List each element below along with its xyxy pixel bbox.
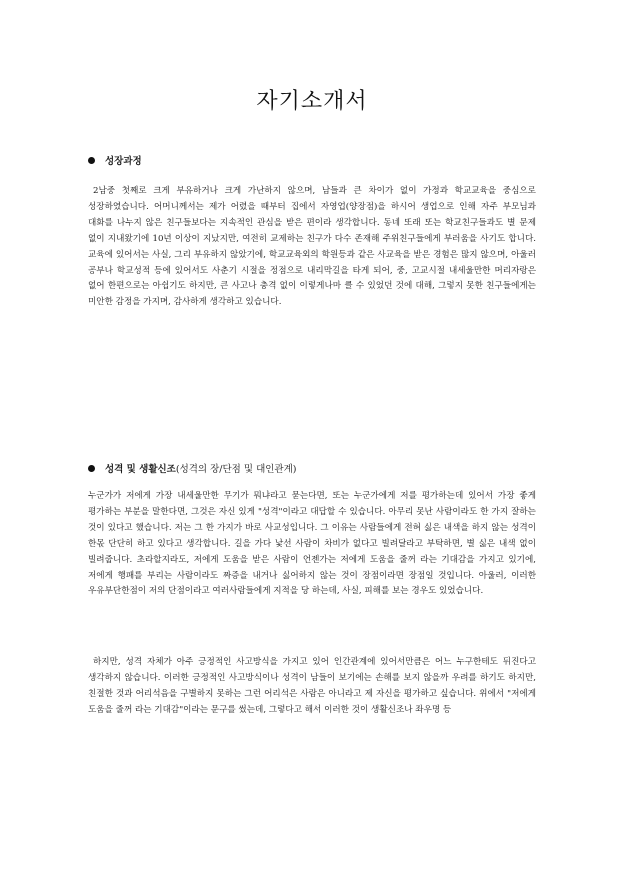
document-title: 자기소개서 bbox=[256, 89, 368, 114]
section-heading-label: 성격 및 생활신조 bbox=[105, 464, 176, 475]
section-heading-label: 성장과정 bbox=[105, 156, 142, 167]
paragraph-growth: 2남중 첫째로 크게 부유하거나 크게 가난하지 않으며, 남들과 큰 차이가 없이 가정과 학교교육을 중심으로 성장하였습니다. 어머니께서는 제가 어렸을 때부터 집에서 자영업(양장점)을 하시어 생업으로 인해 자주 부모님과 대화를 나누지 않은 친구들보다는 지속적인 관심을 받은 편이라 생각합니다. 동네 또래 또는 학교친구들과도 별 문제 없이 지내왔기에 10년 이상이 지났지만, 여전히 교제하는 친구가 다수 존재해 주위친구들에게 부러움을 사기도 합니다. 교육에 있어서는 사실, 그리 부유하지 않았기에, 학교교육외의 학원등과 같은 사교육을 받은 경험은 많지 않으며, 아울러 공부나 학교성적 등에 있어서도 사춘기 시절을 정점으로 내리막길을 타게 되어, 중, 고교시절 내세울만한 머리자랑은 없어 한편으로는 아쉽기도 하지만, 큰 사고나 충격 없이 이렇게나마 클 수 있었던 것에 대해, 그렇지 못한 친구들에게는 미안한 감정을 가지며, 감사하게 생각하고 있습니다. bbox=[88, 186, 536, 308]
bullet-icon bbox=[88, 157, 95, 164]
section-heading-growth bbox=[88, 153, 142, 167]
bullet-icon bbox=[88, 465, 95, 472]
paragraph-personality-1: 누군가가 저에게 가장 내세울만한 무기가 뭐냐라고 묻는다면, 또는 누군가에게 저를 평가하는데 있어서 가장 좋게 평가하는 부분을 말한다면, 그것은 자신 있게 "성격"이라고 대답할 수 있습니다. 아무리 못난 사람이라도 한 가지 잘하는 것이 있다고 했습니다. 저는 그 한 가지가 바로 사교성입니다. 그 이유는 사람들에게 전혀 싫은 내색을 하지 않는 성격이 한몫 단단히 하고 있다고 생각합니다. 길을 가다 낯선 사람이 차비가 없다고 빌려달라고 부탁하면, 별 싫은 내색 없이 빌려줍니다. 초라할지라도, 저에게 도움을 받은 사람이 언젠가는 저에게 도움을 줄꺼 라는 기대감을 가지고 있기에, 저에게 행패를 부리는 사람이라도 짜증을 내거나 싫어하지 않는 것이 장점이라면 장점일 것입니다. 아울러, 이러한 우유부단한점이 저의 단점이라고 여러사람들에게 지적을 당 하는데, 사실, 피해를 보는 경우도 있었습니다. bbox=[88, 491, 536, 597]
section-heading-personality bbox=[88, 461, 296, 475]
section-heading-suffix: (성격의 장/단점 및 대인관계) bbox=[175, 464, 297, 475]
paragraph-personality-2: 하지만, 성격 자체가 아주 긍정적인 사고방식을 가지고 있어 인간관계에 있어서만큼은 어느 누구한테도 뒤진다고 생각하지 않습니다. 이러한 긍정적인 사고방식이나 성격이 남들이 보기에는 손해를 보지 않을까 우려를 하기도 하지만, 친절한 것과 어리석음을 구별하지 못하는 그런 어리석은 사람은 아니라고 제 자신을 평가하고 싶습니다. 위에서 "저에게 도움을 줄꺼 라는 기대감"이라는 문구를 썼는데, 그렇다고 해서 이러한 것이 생활신조나 좌우명 등 bbox=[88, 657, 536, 715]
